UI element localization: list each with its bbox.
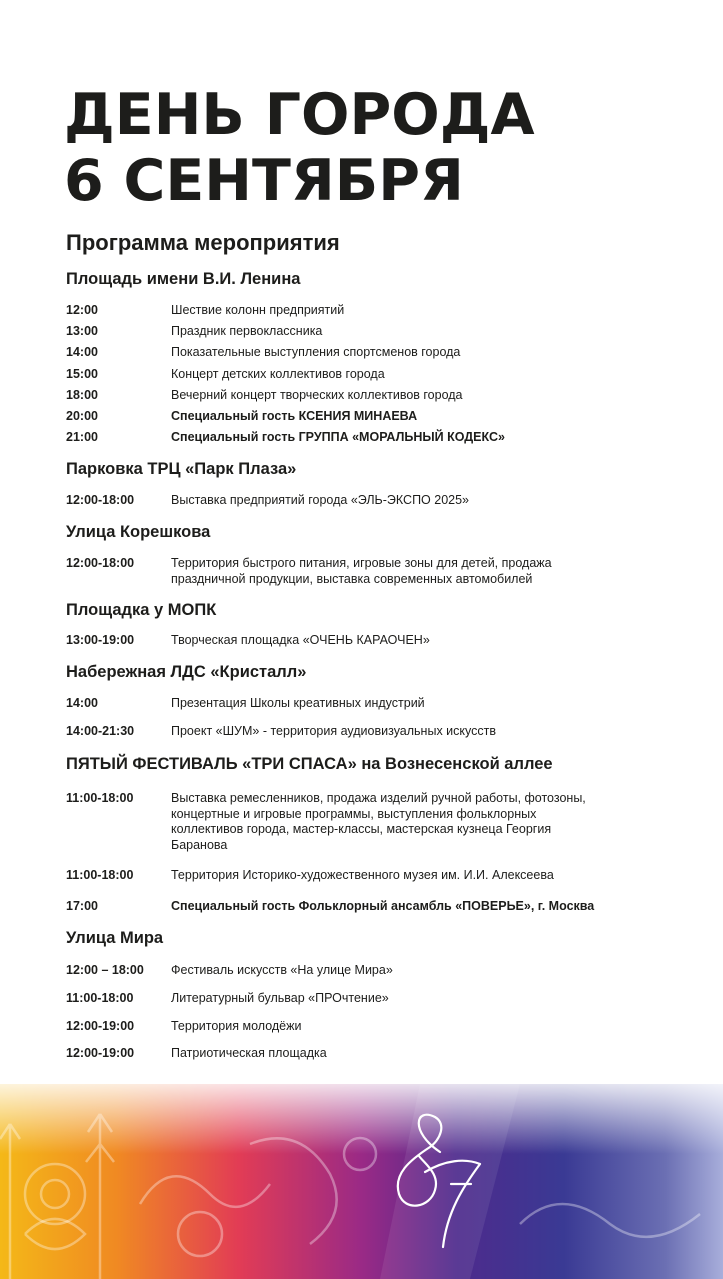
description: Специальный гость КСЕНИЯ МИНАЕВА [171, 409, 418, 423]
time: 12:00-18:00 [66, 493, 135, 507]
description: Территория молодёжи [171, 1019, 302, 1033]
time: 21:00 [66, 430, 98, 444]
description: Презентация Школы креативных индустрий [171, 696, 425, 710]
title-line-1: ДЕНЬ ГОРОДА [64, 82, 535, 148]
time: 11:00-18:00 [66, 791, 134, 805]
section-title: Улица Корешкова [66, 523, 211, 541]
description: Вечерний концерт творческих коллективов города [171, 388, 463, 402]
time: 12:00 – 18:00 [66, 963, 144, 977]
time: 14:00 [66, 696, 98, 710]
logo-text: 87 [385, 1112, 387, 1113]
time: 15:00 [66, 367, 98, 381]
description: Проект «ШУМ» - территория аудиовизуальных искусств [171, 724, 496, 738]
page-title [64, 82, 535, 214]
time: 12:00-18:00 [66, 556, 135, 570]
description: Выставка ремесленников, продажа изделий ручной работы, фотозоны, концертные и игровые программы, выступления фольклорных коллективов города, мастер-классы, мастерская кузнеца Георгия Баранова [171, 791, 586, 852]
description: Праздник первоклассника [171, 324, 323, 338]
description: Территория быстрого питания, игровые зоны для детей, продажа праздничной продукции, выставка современных автомобилей [171, 556, 552, 586]
time: 17:00 [66, 899, 98, 913]
section-title: Улица Мира [66, 929, 164, 947]
anniversary-logo-87 [385, 1112, 495, 1252]
description: Показательные выступления спортсменов города [171, 345, 461, 359]
section-title: Парковка ТРЦ «Парк Плаза» [66, 460, 297, 478]
time: 14:00-21:30 [66, 724, 135, 738]
description: Шествие колонн предприятий [171, 303, 345, 317]
time: 12:00-19:00 [66, 1019, 135, 1033]
section-title: Площадь имени В.И. Ленина [66, 270, 301, 288]
time: 20:00 [66, 409, 98, 423]
banner-fade [0, 1084, 723, 1154]
description: Литературный бульвар «ПРОчтение» [171, 991, 389, 1005]
description: Фестиваль искусств «На улице Мира» [171, 963, 393, 977]
section-title: Площадка у МОПК [66, 601, 217, 619]
description: Патриотическая площадка [171, 1046, 327, 1060]
time: 11:00-18:00 [66, 991, 134, 1005]
description: Выставка предприятий города «ЭЛЬ-ЭКСПО 2025» [171, 493, 470, 507]
description: Специальный гость Фольклорный ансамбль «ПОВЕРЬЕ», г. Москва [171, 899, 595, 913]
program-title: Программа мероприятия [66, 230, 340, 255]
time: 13:00 [66, 324, 98, 338]
description: Творческая площадка «ОЧЕНЬ КАРАОЧЕН» [171, 633, 430, 647]
time: 18:00 [66, 388, 98, 402]
title-line-2: 6 СЕНТЯБРЯ [64, 148, 464, 214]
description: Специальный гость ГРУППА «МОРАЛЬНЫЙ КОДЕКС» [171, 430, 505, 444]
decorative-banner [0, 1084, 723, 1279]
time: 13:00-19:00 [66, 633, 135, 647]
section-title: Набережная ЛДС «Кристалл» [66, 663, 307, 681]
time: 12:00 [66, 303, 98, 317]
description: Концерт детских коллективов города [171, 367, 385, 381]
time: 12:00-19:00 [66, 1046, 135, 1060]
section-title: ПЯТЫЙ ФЕСТИВАЛЬ «ТРИ СПАСА» на Вознесенской аллее [66, 755, 553, 773]
time: 11:00-18:00 [66, 868, 134, 882]
time: 14:00 [66, 345, 98, 359]
description: Территория Историко-художественного музея им. И.И. Алексеева [171, 868, 554, 882]
